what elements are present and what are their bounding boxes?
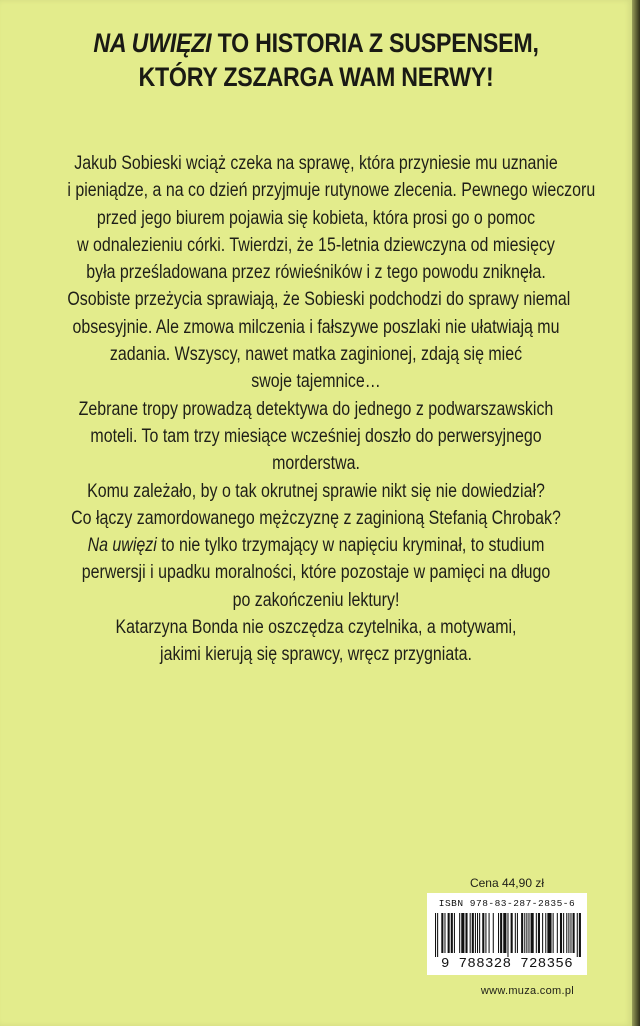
- blurb-line: jakimi kierują się sprawcy, wręcz przygniata.: [160, 644, 472, 666]
- barcode-bar: [470, 913, 471, 953]
- barcode-bar: [485, 913, 486, 953]
- blurb-line: Jakub Sobieski wciąż czeka na sprawę, która przyniesie mu uznanie: [74, 153, 558, 174]
- barcode-bar: [579, 913, 581, 957]
- barcode-bar: [500, 913, 502, 953]
- barcode-bar: [498, 913, 499, 953]
- barcode-bar: [517, 913, 518, 953]
- publisher-website: www.muza.com.pl: [480, 985, 574, 997]
- blurb-line: Co łączy zamordowanego mężczyznę z zaginioną Stefanią Chrobak?: [71, 507, 561, 529]
- blurb-line: Osobiste przeżycia sprawiają, że Sobieski podchodzi do sprawy niemal: [67, 289, 571, 311]
- barcode-bar: [570, 913, 571, 953]
- barcode-bar: [437, 913, 438, 957]
- headline-line-2: KTÓRY ZSZARGA WAM NERWY!: [138, 62, 494, 92]
- cover-edge: [632, 0, 640, 1026]
- barcode-bar: [482, 913, 484, 953]
- barcode-bar: [444, 913, 445, 953]
- barcode-bar: [511, 913, 513, 953]
- barcode-bar: [493, 913, 494, 953]
- barcode-bar: [557, 913, 558, 953]
- barcode-bar: [507, 913, 508, 957]
- barcode-bar: [477, 913, 478, 953]
- blurb-text: [20, 150, 612, 669]
- barcode-bar: [503, 913, 506, 953]
- barcode-bar: [566, 913, 567, 953]
- barcode-bar: [577, 913, 578, 957]
- blurb-line: w odnalezieniu córki. Twierdzi, że 15-letnia dziewczyna od miesięcy: [77, 234, 555, 256]
- blurb-line: Komu zależało, by o tak okrutnej sprawie nikt się nie dowiedział?: [87, 480, 545, 502]
- headline-line-1-rest: TO HISTORIA Z SUSPENSEM,: [211, 28, 539, 58]
- barcode-bar: [441, 913, 443, 953]
- barcode-bar: [472, 913, 474, 953]
- barcode-bar: [451, 913, 453, 953]
- blurb-line: po zakończeniu lektury!: [232, 589, 400, 611]
- barcode-bar: [536, 913, 537, 953]
- blurb-line: Zebrane tropy prowadzą detektywa do jednego z podwarszawskich: [78, 398, 554, 420]
- blurb-line: swoje tajemnice…: [251, 371, 381, 393]
- barcode-bar: [465, 913, 467, 953]
- blurb-line: moteli. To tam trzy miesiące wcześniej doszło do perwersyjnego: [90, 425, 542, 447]
- price-label: Cena 44,90 zł: [469, 876, 544, 890]
- barcode-digits: 9 788328 728356: [440, 956, 574, 972]
- barcode-bar: [528, 913, 529, 953]
- barcode-bar: [563, 913, 564, 953]
- isbn-number: ISBN 978-83-287-2835-6: [438, 898, 576, 909]
- headline: [79, 26, 554, 94]
- barcode-bar: [568, 913, 569, 953]
- barcode-bar: [538, 913, 540, 953]
- barcode-bar: [435, 913, 436, 957]
- barcode-bar: [553, 913, 554, 953]
- blurb-title-italic: Na uwięzi: [87, 535, 157, 557]
- blurb-line: i pieniądze, a na co dzień przyjmuje rutynowe zlecenia. Pewnego wieczoru: [67, 180, 596, 202]
- barcode-bar: [526, 913, 527, 953]
- barcode-bar: [448, 913, 450, 953]
- barcode-bars: [433, 913, 581, 957]
- barcode-bar: [560, 913, 562, 953]
- barcode-bar: [515, 913, 516, 953]
- blurb-line: była prześladowana przez rówieśników i z tego powodu zniknęła.: [86, 262, 546, 284]
- blurb-line: Katarzyna Bonda nie oszczędza czytelnika, a motywami,: [115, 617, 517, 639]
- barcode-bar: [545, 913, 546, 953]
- isbn-barcode: [427, 893, 587, 975]
- barcode-bar: [573, 913, 575, 953]
- barcode-bar: [461, 913, 464, 953]
- blurb-line: morderstwa.: [272, 453, 360, 475]
- barcode-bar: [524, 913, 525, 953]
- blurb-line: [67, 532, 564, 559]
- blurb-line: zadania. Wszyscy, nawet matka zaginionej, zdają się mieć: [109, 344, 523, 366]
- barcode-bar: [459, 913, 460, 953]
- barcode-bar: [475, 913, 476, 953]
- barcode-bar: [454, 913, 455, 953]
- barcode-bar: [542, 913, 543, 953]
- barcode-bar: [489, 913, 490, 953]
- blurb-line: przed jego biurem pojawia się kobieta, która prosi go o pomoc: [96, 207, 536, 229]
- barcode-bar: [521, 913, 523, 953]
- headline-title-italic: NA UWIĘZI: [93, 28, 212, 58]
- barcode-bar: [547, 913, 551, 953]
- headline-line-1: [79, 26, 554, 60]
- blurb-line: perwersji i upadku moralności, które pozostaje w pamięci na długo: [81, 562, 551, 584]
- blurb-line: obsesyjnie. Ale zmowa milczenia i fałszywe poszlaki nie ułatwiają mu: [72, 316, 560, 338]
- barcode-bar: [479, 913, 480, 953]
- blurb-line-rest: to nie tylko trzymający w napięciu kryminał, to studium: [156, 535, 545, 557]
- barcode-bar: [531, 913, 534, 953]
